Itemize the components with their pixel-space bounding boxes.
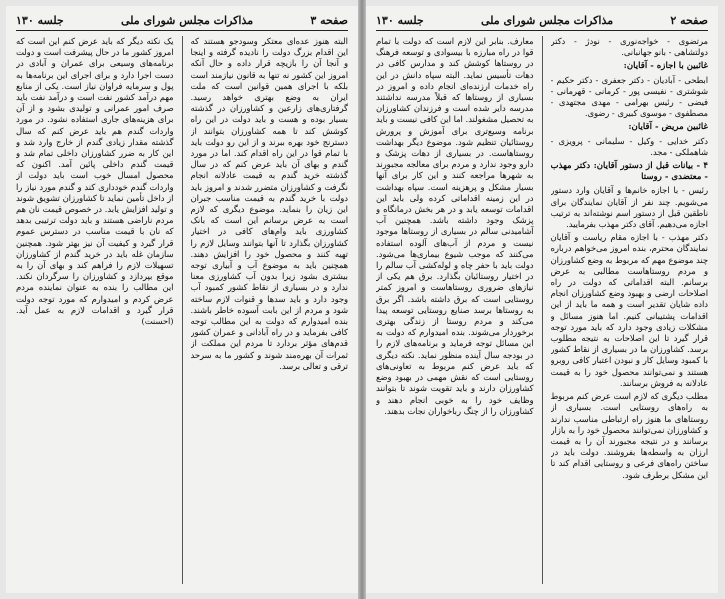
page-number: صفحه ۳ [310, 14, 348, 27]
attendance-list: مرتضوی - خواجه‌نوری - نودژ - دکتر دولتشاهی - بانو جهانبانی. [550, 36, 708, 58]
column-left [16, 36, 174, 584]
chair-statement: رئیس - با اجازه خانم‌ها و آقایان وارد دستور می‌شویم. چند نفر از آقایان نمایندگان برای ناطقین قبل از دستور اسم نوشته‌اند به ترتیب اجازه می‌دهیم. آقای دکتر مهذب بفرمایید. [550, 185, 708, 230]
page-header [16, 14, 348, 31]
page-number: صفحه ۲ [670, 14, 708, 27]
column-left [376, 36, 534, 584]
column-divider [182, 36, 183, 584]
section-heading: ۴ - بیانات قبل از دستور آقایان: دکتر مهذب - معتضدی - روستا [550, 161, 708, 183]
page-3 [6, 6, 358, 593]
speech-paragraph: دکتر مهذب - با اجازه مقام ریاست و آقایان نمایندگان محترم، بنده امروز می‌خواهم درباره چند موضوع مهم که مربوط به وضع کشاورزان و مردم روستاهاست مطالبی به عرض برسانم. البته اقداماتی که دولت در راه اصلاحات ارضی و بهبود وضع کشاورزان انجام داده شایان تقدیر است و همه ما باید از این اقدامات پشتیبانی کنیم. اما هنوز مسائل و مشکلات زیادی وجود دارد که باید مورد توجه قرار گیرد تا این اصلاحات به نتیجه مطلوب برسد. کشاورزان ما در بسیاری از نقاط کشور با کمبود وسایل کار و نبودن اعتبار کافی روبرو هستند و نمی‌توانند محصول خود را به قیمت عادلانه به فروش برسانند. [550, 232, 708, 388]
page-header [376, 14, 708, 31]
column-right [551, 36, 709, 584]
absentees-excused: ابطحی - آبادیان - دکتر جعفری - دکتر حکیم - شوشتری - نفیسی پور - کرمانی - قهرمانی - فیضی - رئیس بهرامی - مهدی مجتهدی - مصطفوی - موسوی کبیری - رضوی. [550, 74, 708, 119]
text-columns [376, 36, 708, 584]
absentees-sick: دکتر خدایی - وکیل - سلیمانی - پرویزی - شاهملکی - مجد. [550, 135, 708, 157]
session-number: جلسه ۱۳۰ [16, 14, 64, 27]
header-title: مذاکرات مجلس شورای ملی [480, 14, 614, 27]
speech-paragraph: مطلب دیگری که لازم است عرض کنم مربوط به راه‌های روستایی است. بسیاری از روستاهای ما هنوز راه ارتباطی مناسب ندارند و کشاورزان نمی‌توانند محصول خود را به بازار برسانند و در نتیجه مجبورند آن را به قیمت ارزان به واسطه‌ها بفروشند. دولت باید در ساختن راه‌های فرعی و روستایی اقدام کند تا این مشکل برطرف شود. [550, 391, 708, 480]
text-columns [16, 36, 348, 584]
column-divider [542, 36, 543, 584]
paragraph: البته هنوز عده‌ای معتکر وسودجو هستند که این اقدام بزرگ دولت را نادیده گرفته و اینجا و آنجا آن را بازیچه قرار داده و حال آنکه امروز این کشور نه تنها به قانون نیازمند است بلکه با اجرای همین قوانین است که ملت ایران به وضع بهتری خواهد رسید. گرفتاری‌های زارعین و کشاورزان در گذشته بسیار بوده و هست و باید دولت در این راه کوشش کند تا همه کشاورزان بتوانند از دسترنج خود بهره ببرند و از این رو دولت باید با تمام قوا در این راه اقدام کند. اما در مورد گندم و بهای آن باید عرض کنم که در سال گذشته خرید گندم به قیمت عادلانه انجام نگرفت و کشاورزان متضرر شدند و امروز باید دولت با خرید گندم به قیمت مناسب جبران این زیان را بنماید. موضوع دیگری که لازم است به عرض برسانم این است که بانک کشاورزی باید وام‌های کافی در اختیار کشاورزان بگذارد تا آنها بتوانند وسایل لازم را تهیه کنند و محصول خود را افزایش دهند. همچنین باید به موضوع آب و آبیاری توجه بیشتری بشود زیرا بدون آب کشاورزی معنا ندارد و در بسیاری از نقاط کشور کمبود آب وجود دارد و باید سدها و قنوات لازم ساخته شود و مردم از این بابت آسوده خاطر باشند. بنده امیدوارم که دولت به این مطالب توجه کافی بفرماید و در راه آبادانی و عمران کشور قدم‌های مؤثر بردارد تا مردم این مملکت از ثمرات آن بهره‌مند شوند و کشور ما به سرحد ترقی و تعالی برسد. [190, 36, 348, 371]
paragraph: یک نکته دیگر که باید عرض کنم این است که امروز کشور ما در حال پیشرفت است و دولت برنامه‌های وسیعی برای عمران و آبادی در دست اجرا دارد و برای اجرای این برنامه‌ها به پول و سرمایه فراوان نیاز است. یکی از منابع مهم درآمد کشور نفت است و درآمد نفت باید صرف امور عمرانی و تولیدی بشود و از آن برای هزینه‌های جاری استفاده نشود. در مورد واردات گندم هم باید عرض کنم که سال گذشته مقدار زیادی گندم از خارج وارد شد و این کار به ضرر کشاورزان داخلی تمام شد و قیمت گندم داخلی پائین آمد. اکنون که محصول امسال خوب است باید دولت از واردات گندم خودداری کند و گندم مورد نیاز را از داخل تأمین نماید تا کشاورزان تشویق شوند و تولید افزایش یابد. در خصوص قیمت نان هم مردم ناراضی هستند و باید دولت ترتیبی بدهد که نان با قیمت مناسب در دسترس عموم قرار گیرد و کیفیت آن نیز بهتر شود. همچنین سازمان غله باید در خرید گندم از کشاورزان تسهیلات لازم را فراهم کند و بهای آن را به موقع بپردازد و کشاورزان را سرگردان نکند. این مطالب را بنده به عنوان نماینده مردم عرض کردم و امیدوارم که مورد توجه دولت قرار گیرد و اقدامات لازم به عمل آید. (احسنت) [16, 36, 174, 327]
section-heading: غائبین با اجازه - آقایان: [623, 61, 708, 72]
paragraph: معارف. بنابر این لازم است که دولت با تمام قوا در راه مبارزه با بیسوادی و توسعه فرهنگ در روستاها کوشش کند و مدارس کافی در دهات تأسیس نماید. البته سپاه دانش در این راه خدمات ارزنده‌ای انجام داده و امروز در بسیاری از روستاها که قبلاً مدرسه نداشتند مدرسه دایر شده است و فرزندان کشاورزان به تحصیل مشغولند. اما این کافی نیست و باید برنامه وسیع‌تری برای آموزش و پرورش روستائیان تنظیم شود. موضوع دیگر بهداشت روستاهاست. در بسیاری از دهات پزشک و دارو وجود ندارد و مردم برای معالجه مجبورند به شهرها مراجعه کنند و این کار برای آنها بسیار مشکل و پرهزینه است. سپاه بهداشت در این زمینه اقداماتی کرده ولی باید این اقدامات توسعه یابد و در هر بخش درمانگاه و پزشک وجود داشته باشد. همچنین آب آشامیدنی سالم در بسیاری از روستاها موجود نیست و مردم از آب‌های آلوده استفاده می‌کنند که موجب شیوع بیماری‌ها می‌شود. دولت باید با حفر چاه و لوله‌کشی آب سالم را در اختیار روستائیان بگذارد. برق هم یکی از نیازهای ضروری روستاهاست و امروز کمتر روستایی است که برق داشته باشد. اگر برق به روستاها برسد صنایع روستایی توسعه پیدا می‌کند و مردم روستا از زندگی بهتری برخوردار می‌شوند. بنده امیدوارم که دولت به این مسائل توجه فرماید و برنامه‌های لازم را در بودجه سال آینده منظور نماید. نکته دیگری که باید عرض کنم مربوط به تعاونی‌های روستایی است که نقش مهمی در بهبود وضع کشاورزان دارند و باید تقویت شوند تا بتوانند وظایف خود را به خوبی انجام دهند و کشاورزان را از چنگ رباخواران نجات بدهند. [376, 36, 534, 416]
header-title: مذاکرات مجلس شورای ملی [120, 14, 254, 27]
column-right [191, 36, 349, 584]
section-heading: غائبین مریض - آقایان: [628, 122, 708, 133]
book-gutter [358, 0, 366, 599]
session-number: جلسه ۱۳۰ [376, 14, 424, 27]
page-2 [366, 6, 718, 593]
